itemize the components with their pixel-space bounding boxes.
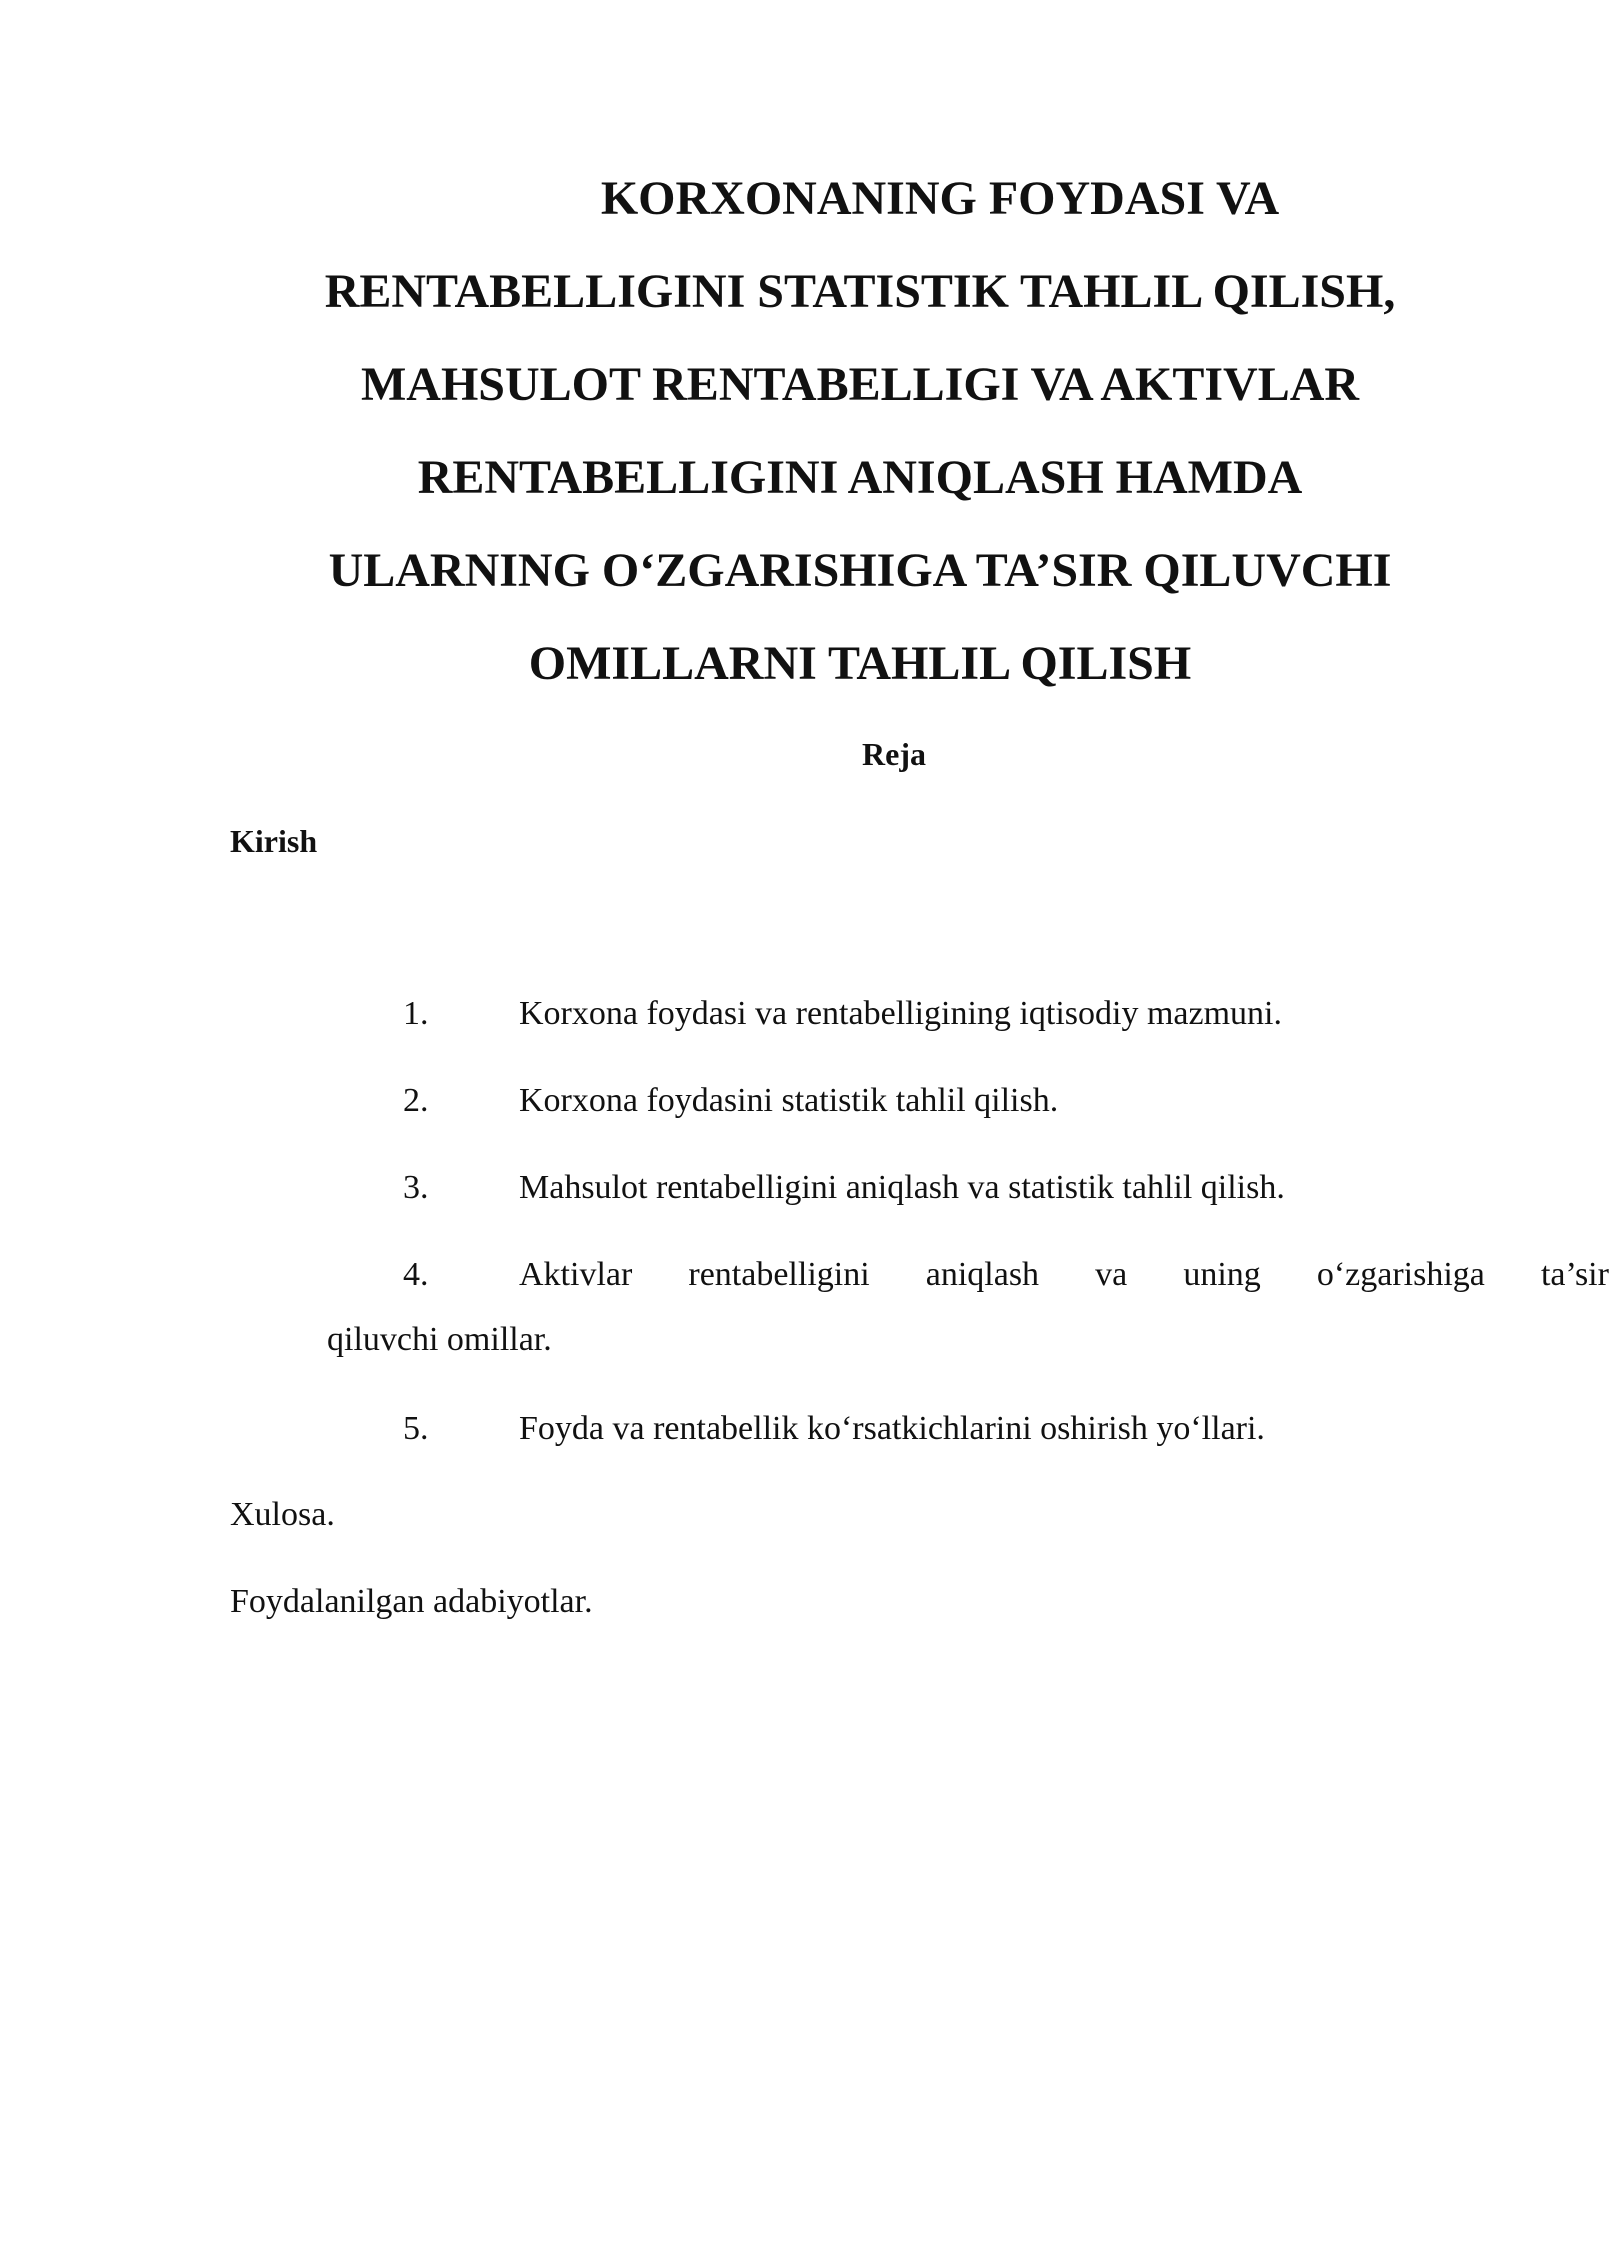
plan-item-number: 3. — [403, 1169, 429, 1206]
plan-item-word: uning — [1183, 1256, 1261, 1293]
title-line: KORXONANING FOYDASI VA — [600, 172, 1280, 225]
conclusion-text: Xulosa. — [230, 1496, 335, 1533]
plan-item-text — [519, 1255, 1609, 1295]
title-line: RENTABELLIGINI ANIQLASH HAMDA — [417, 451, 1303, 504]
plan-item-continuation: qiluvchi omillar. — [327, 1321, 552, 1358]
plan-item-text: Korxona foydasi va rentabelligining iqtisodiy mazmuni. — [519, 995, 1282, 1032]
title-line: RENTABELLIGINI STATISTIK TAHLIL QILISH, — [324, 265, 1396, 318]
plan-item-word: rentabelligini — [688, 1256, 870, 1293]
plan-item-word: Aktivlar — [519, 1256, 633, 1293]
title-line: ULARNING O‘ZGARISHIGA TA’SIR QILUVCHI — [328, 544, 1392, 597]
plan-item-number: 5. — [403, 1410, 429, 1447]
plan-item-text: Mahsulot rentabelligini aniqlash va statistik tahlil qilish. — [519, 1169, 1285, 1206]
intro-heading: Kirish — [230, 823, 318, 859]
plan-item-word: aniqlash — [925, 1256, 1040, 1293]
title-line: MAHSULOT RENTABELLIGI VA AKTIVLAR — [360, 358, 1360, 411]
title-line: OMILLARNI TAHLIL QILISH — [528, 637, 1192, 690]
references-text: Foydalanilgan adabiyotlar. — [230, 1583, 593, 1620]
plan-item-text: Foyda va rentabellik ko‘rsatkichlarini oshirish yo‘llari. — [519, 1410, 1265, 1447]
plan-item-word: o‘zgarishiga — [1316, 1256, 1485, 1293]
document-title — [250, 152, 1470, 710]
plan-item-text: Korxona foydasini statistik tahlil qilish. — [519, 1082, 1059, 1119]
plan-item-word: ta’sir — [1540, 1256, 1609, 1293]
plan-item-number: 2. — [403, 1082, 429, 1119]
plan-item-word: va — [1095, 1256, 1128, 1293]
plan-item-number: 1. — [403, 995, 429, 1032]
plan-item-number: 4. — [403, 1256, 429, 1293]
plan-heading: Reja — [862, 736, 926, 772]
